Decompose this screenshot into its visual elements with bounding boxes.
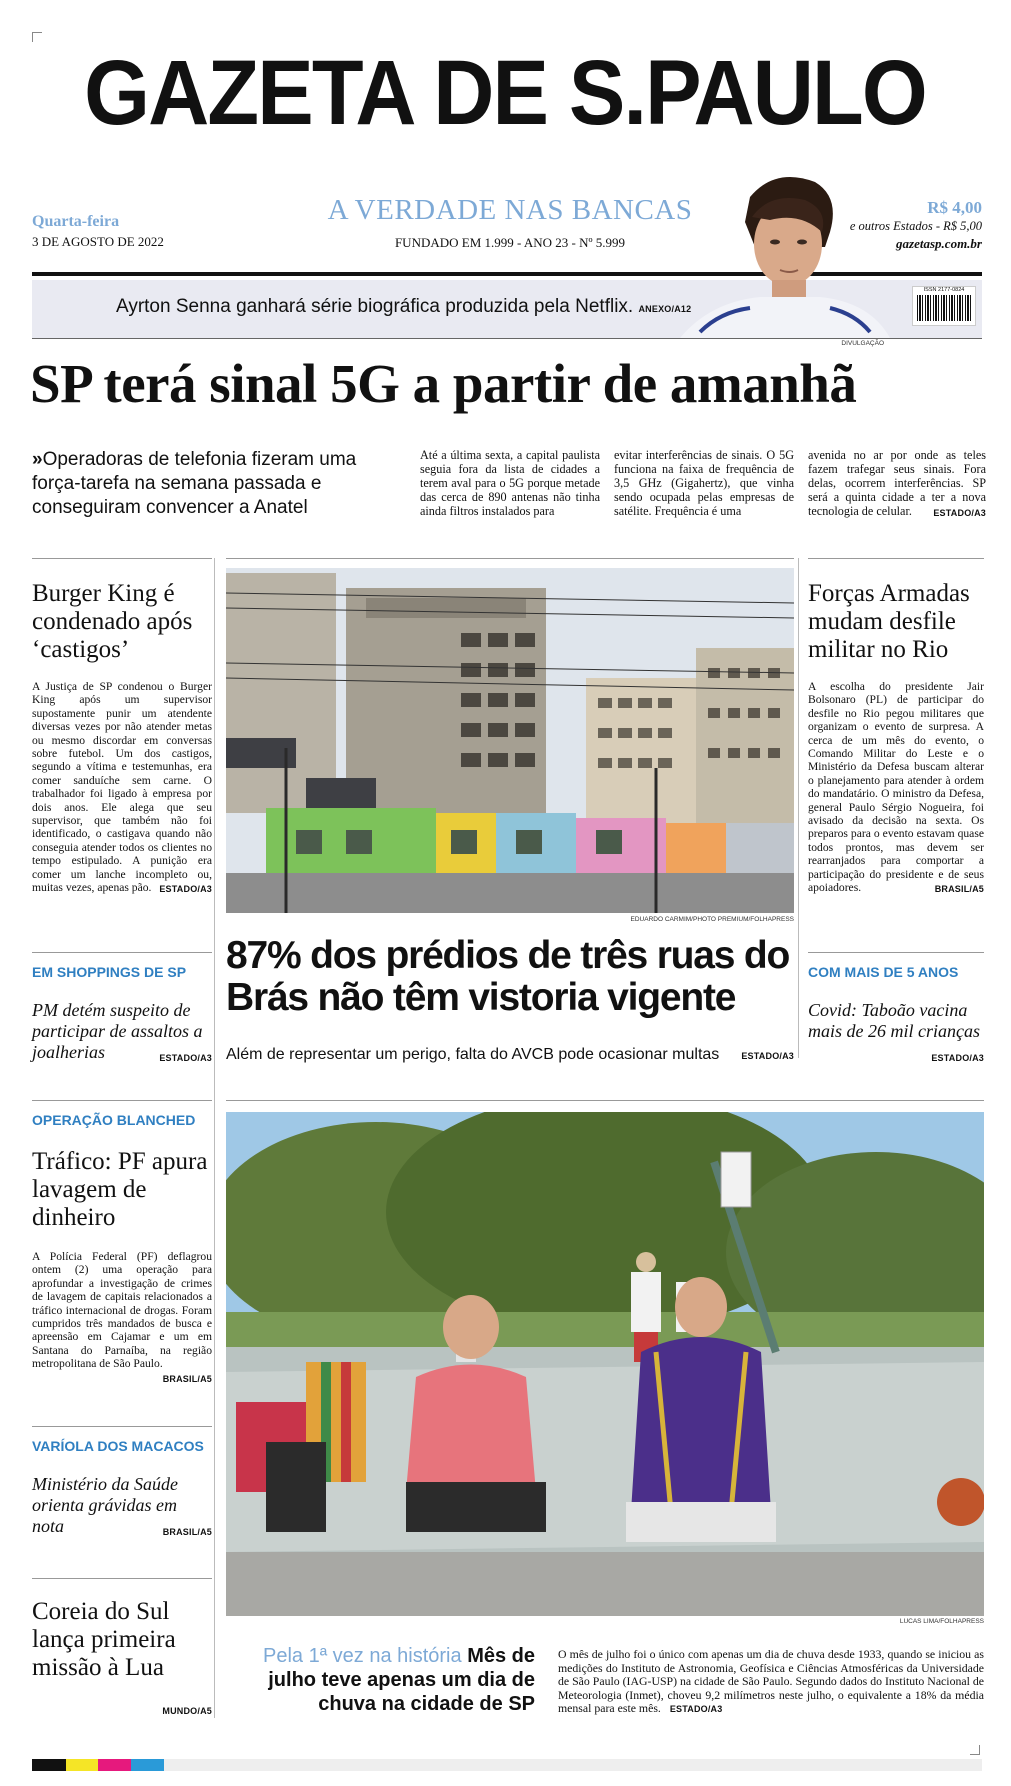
cmyk-bar [32, 1759, 982, 1771]
right1-body-text: A escolha do presidente Jair Bolsonaro (PL) de participar do desfile no Rio pegou militares que organizam o evento de surpresa. A cerca de um mês do evento, o Comando Militar do Leste e o Ministério da Defesa buscam alterar o planejamento para atender à ordem do mandatário. O ministro da Defesa, general Paulo Sérgio Nogueira, foi avisado da decisão na sexta. Os preparos para o evento estavam quase todos prontos, mas devem ser rearranjados para comportar a participação do presidente e de seus apoiadores. [808, 680, 984, 895]
masthead-slogan: A VERDADE NAS BANCAS [327, 194, 693, 226]
left2-kicker: EM SHOPPINGS DE SP [32, 964, 187, 980]
center-subtitle-row [226, 1046, 794, 1064]
left4-headline[interactable] [32, 1474, 212, 1543]
left5-headline[interactable]: Coreia do Sul lança primeira missão à Lua [32, 1598, 176, 1681]
vrule-left [214, 558, 215, 1718]
right1-headline[interactable]: Forças Armadas mudam desfile militar no Rio [808, 580, 970, 663]
lead-tag: ESTADO/A3 [933, 508, 986, 518]
deck-text: Operadoras de telefonia fizeram uma força-tarefa na semana passada e conseguiram convencer a Anatel [32, 449, 357, 518]
section-rule-center [226, 558, 794, 559]
lead-col3 [808, 448, 986, 520]
section-rule-right [808, 558, 984, 559]
crop-mark-top [32, 32, 42, 42]
masthead-title: GAZETA DE S.PAULO [84, 42, 926, 144]
left3-body-text: A Polícia Federal (PF) deflagrou ontem (2) uma operação para aprofundar a investigação de crimes de lavagem de capitais relacionados a tráfico internacional de drogas. Foram cumpridos três mandados de busca e apreensão em Cajamar e um em Santana do Parnaíba, na região metropolitana de São Paulo. [32, 1250, 212, 1371]
left2-rule [32, 952, 212, 953]
masthead-price-other: e outros Estados - R$ 5,00 [849, 219, 982, 233]
park-illustration [226, 1112, 984, 1616]
left1-body [32, 680, 212, 897]
barcode-bars [917, 295, 971, 321]
right2-tag: ESTADO/A3 [931, 1053, 984, 1063]
cmyk-swatch-yellow [66, 1759, 98, 1771]
right2-rule [808, 952, 984, 953]
lead-deck [32, 448, 372, 520]
lower-rule-right [226, 1100, 984, 1101]
issn-label: ISSN 2177-0824 [923, 287, 965, 293]
center-tag: ESTADO/A3 [741, 1051, 794, 1061]
left4-kicker: VARÍOLA DOS MACACOS [32, 1438, 204, 1454]
cmyk-swatch-magenta [98, 1759, 131, 1771]
masthead-date: 3 DE AGOSTO DE 2022 [32, 234, 164, 249]
senna-portrait [680, 172, 890, 338]
bottom-kicker: Pela 1ª vez na história [263, 1645, 462, 1667]
left5-tag: MUNDO/A5 [162, 1706, 212, 1716]
center-subtitle: Além de representar um perigo, falta do AVCB pode ocasionar multas [226, 1046, 720, 1063]
bottom-tag: ESTADO/A3 [669, 1704, 723, 1715]
left4-rule [32, 1426, 212, 1427]
lead-col3-text: avenida no ar por onde as teles fazem trafegar seus sinais. Fora delas, ocorrem interferências. SP será a quinta cidade a ter a nova tecnologia de celular. [808, 448, 986, 518]
left2-headline[interactable] [32, 1000, 212, 1069]
lower-rule-left [32, 1100, 212, 1101]
left1-tag: ESTADO/A3 [159, 884, 212, 895]
left3-headline[interactable]: Tráfico: PF apura lavagem de dinheiro [32, 1148, 208, 1231]
teaser-tag: ANEXO/A12 [638, 304, 692, 314]
section-rule-left [32, 558, 212, 559]
teaser-headline: Ayrton Senna ganhará série biográfica produzida pela Netflix. [116, 296, 634, 317]
left1-body-text: A Justiça de SP condenou o Burger King após um supervisor supostamente punir um atendente diversas vezes por não atender metas ou mesmo discordar em conversas sobre futebol. Um dos castigos, segundo a vítima e testemunhas, era comer sanduíche sem carne. O trabalhador foi ligado à empresa por dois anos. Ele alega que seu supervisor, que também não foi identificado, o castigava quando não conseguia atender todos os clientes no tempo estipulado. A punição era comer um lanche incompleto ou, muitas vezes, apenas pão. [32, 680, 212, 895]
bottom-headline-block[interactable] [250, 1644, 535, 1716]
right2-kicker: COM MAIS DE 5 ANOS [808, 964, 959, 980]
lead-col2: evitar interferências de sinais. O 5G funciona na faixa de frequência de 3,5 GHz (Gigahertz), que vinha sendo ocupada pelas empresas de satélite. Frequência é uma [614, 448, 794, 518]
bottom-body-text: O mês de julho foi o único com apenas um dia de chuva desde 1933, quando se iniciou as medições do Instituto de Astronomia, Geofísica e Ciências Atmosféricas da Universidade de São Paulo (IAG-USP) na cidade de São Paulo. Segundo dados do Instituto Nacional de Meteorologia (Inmet), choveu 9,2 milímetros neste julho, o equivalente a 18% da média mensal para este mês. [558, 1647, 984, 1716]
left3-tag: BRASIL/A5 [162, 1373, 212, 1384]
masthead-weekday: Quarta-feira [32, 213, 120, 230]
bottom-body [558, 1648, 984, 1717]
left4-headline-text: Ministério da Saúde orienta grávidas em nota [32, 1474, 178, 1536]
masthead-website[interactable]: gazetasp.com.br [896, 236, 982, 251]
center-photo-credit: EDUARDO CARMIM/PHOTO PREMIUM/FOLHAPRESS [630, 916, 794, 923]
lead-col1: Até a última sexta, a capital paulista seguia fora da lista de cidades a terem aval para o 5G porque metade das cerca de 890 antenas não tinha ainda filtros instalados para [420, 448, 600, 518]
right2-headline-text: Covid: Taboão vacina mais de 26 mil crianças [808, 1000, 980, 1041]
masthead-founded: FUNDADO EM 1.999 - ANO 23 - Nº 5.999 [394, 235, 626, 250]
cmyk-swatch-black [32, 1759, 66, 1771]
masthead-price: R$ 4,00 [927, 198, 982, 217]
right1-tag: BRASIL/A5 [934, 884, 984, 895]
issn-barcode [912, 286, 976, 326]
crop-mark-bottom [970, 1745, 980, 1755]
left2-tag: ESTADO/A3 [159, 1053, 212, 1063]
park-basketball-photo[interactable] [226, 1112, 984, 1616]
teaser-text [116, 296, 691, 318]
right1-body [808, 680, 984, 897]
bras-buildings-photo[interactable] [226, 568, 794, 913]
left2-headline-text: PM detém suspeito de participar de assaltos a joalherias [32, 1000, 203, 1062]
lead-headline[interactable]: SP terá sinal 5G a partir de amanhã [30, 353, 857, 414]
left3-body [32, 1250, 212, 1386]
right2-headline[interactable] [808, 1000, 984, 1069]
deck-mark: » [32, 449, 43, 470]
bottom-photo-credit: LUCAS LIMA/FOLHAPRESS [899, 1618, 984, 1625]
center-headline[interactable]: 87% dos prédios de três ruas do Brás não têm vistoria vigente [226, 934, 790, 1019]
left3-kicker: OPERAÇÃO BLANCHED [32, 1112, 196, 1128]
bras-buildings-illustration [226, 568, 794, 913]
left4-tag: BRASIL/A5 [162, 1527, 212, 1537]
teaser-rule [32, 338, 982, 339]
vrule-right [798, 558, 799, 1058]
left1-headline[interactable]: Burger King é condenado após ‘castigos’ [32, 580, 193, 663]
teaser-credit: DIVULGAÇÃO [841, 340, 884, 347]
cmyk-swatch-cyan [131, 1759, 164, 1771]
left5-rule [32, 1578, 212, 1579]
bottom-headline: Mês de julho teve apenas um dia de chuva na cidade de SP [268, 1645, 535, 1715]
